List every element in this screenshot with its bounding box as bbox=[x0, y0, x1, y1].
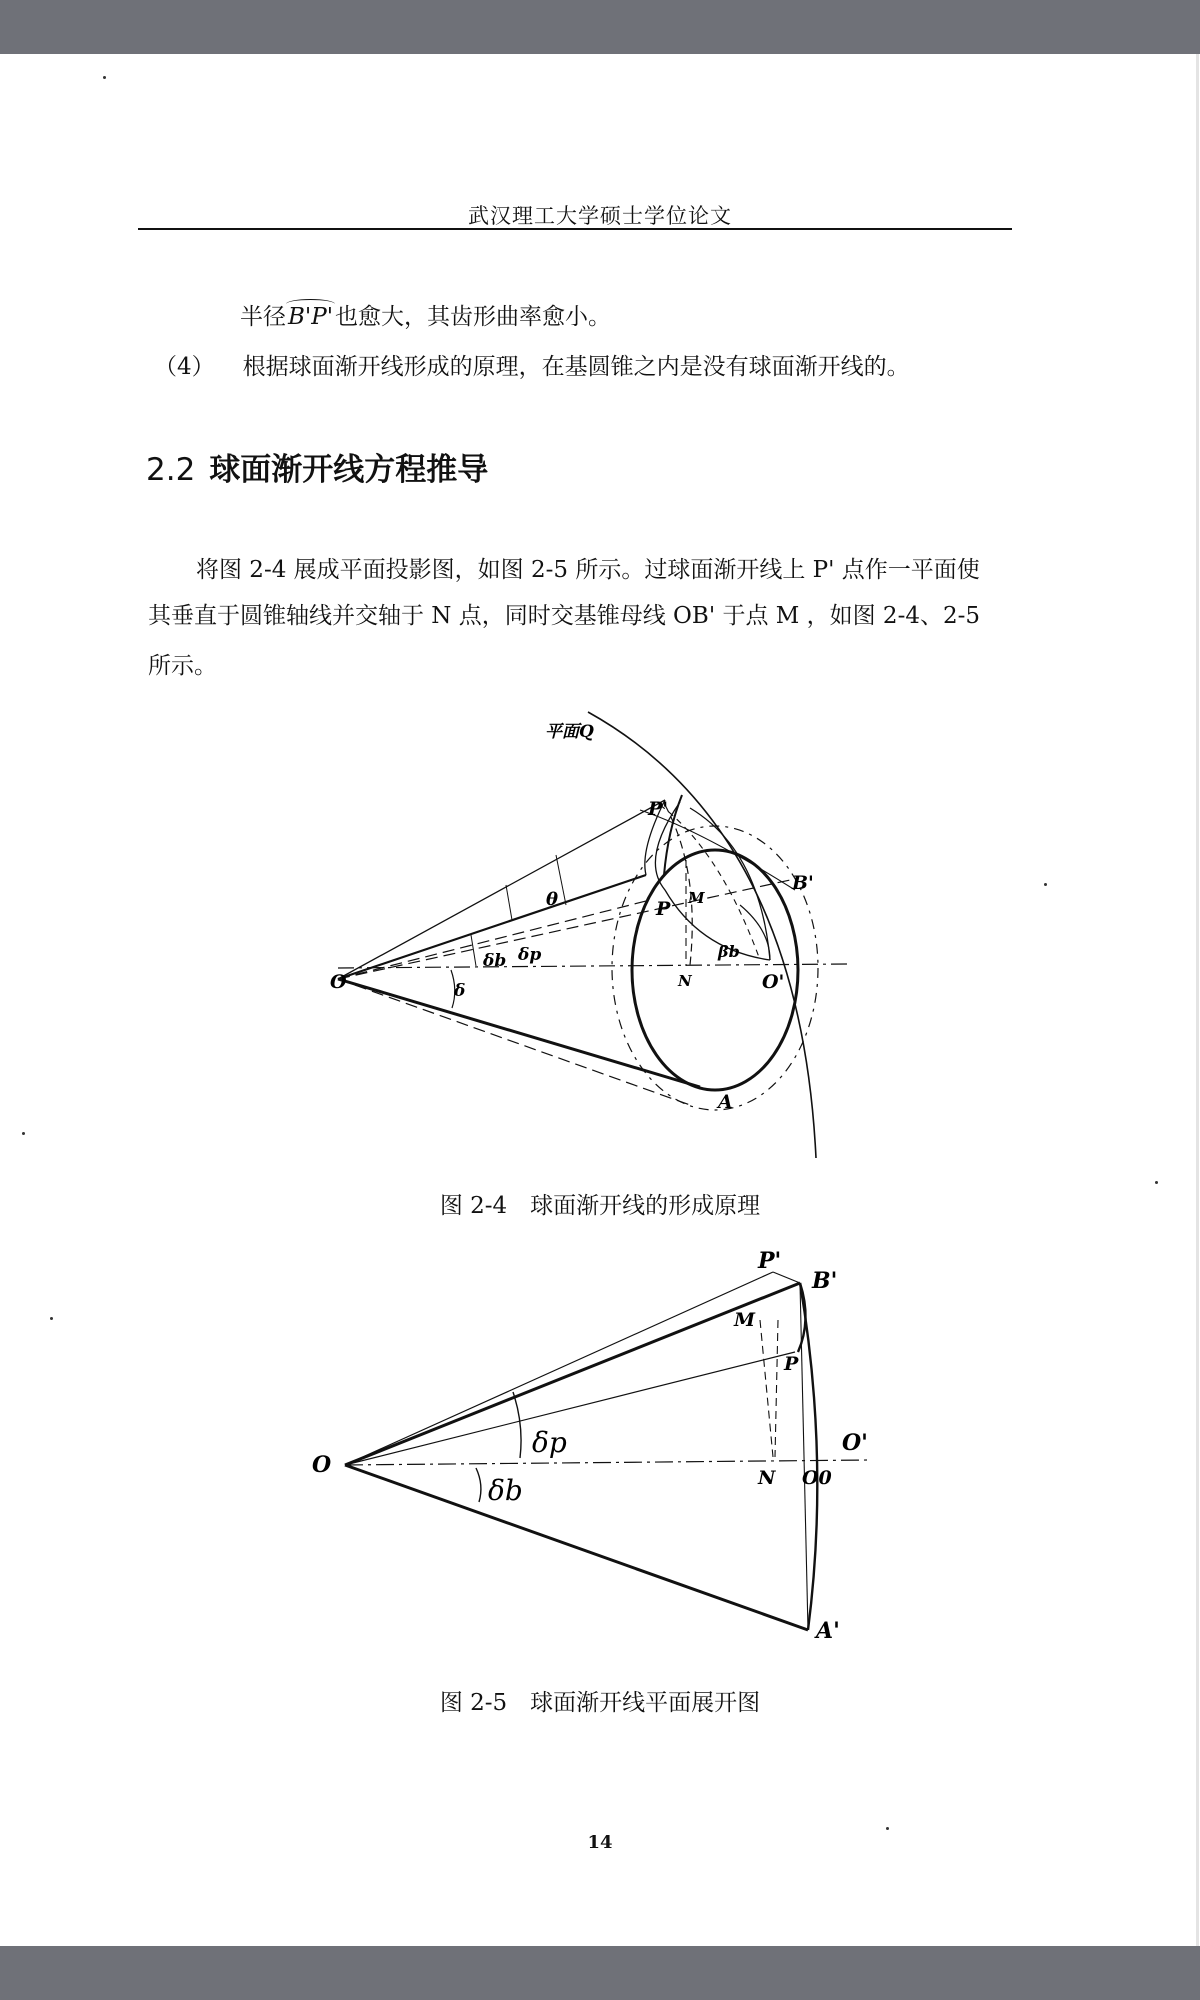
scan-speck bbox=[886, 1827, 889, 1830]
paragraph-line-3: 所示。 bbox=[148, 653, 217, 679]
section-title: 球面渐开线方程推导 bbox=[209, 452, 489, 488]
line-prefix: 半径 bbox=[240, 304, 286, 330]
label-n: N bbox=[678, 972, 692, 990]
label2-o: O bbox=[312, 1452, 332, 1478]
scan-speck bbox=[103, 76, 106, 79]
label-delta-p: δp bbox=[518, 945, 542, 965]
label2-delta-p: δp bbox=[532, 1426, 567, 1459]
paragraph-line-1: 将图 2-4 展成平面投影图，如图 2-5 所示。过球面渐开线上 P' 点作一平面使 bbox=[196, 557, 980, 583]
label-a: A bbox=[718, 1091, 733, 1113]
label-delta: δ bbox=[454, 981, 466, 1001]
paragraph-line-2: 其垂直于圆锥轴线并交轴于 N 点，同时交基锥母线 OB' 于点 M ，如图 2-4、2-5 bbox=[148, 603, 981, 629]
page-number: 14 bbox=[587, 1832, 613, 1853]
line-suffix: 也愈大，其齿形曲率愈小。 bbox=[335, 304, 612, 330]
list-item-number: （4） bbox=[154, 354, 215, 380]
section-number: 2.2 bbox=[146, 452, 196, 488]
scan-speck bbox=[50, 1317, 53, 1320]
running-header: 武汉理工大学硕士学位论文 bbox=[468, 204, 732, 228]
label-m: M bbox=[688, 889, 705, 907]
label2-p: P bbox=[784, 1353, 799, 1375]
label2-a-prime: A' bbox=[816, 1618, 840, 1644]
label-beta: βb bbox=[718, 942, 740, 961]
label2-m: M bbox=[734, 1309, 756, 1331]
label2-o0: O0 bbox=[802, 1467, 832, 1489]
label2-n: N bbox=[758, 1467, 776, 1489]
label-p-prime: P' bbox=[648, 798, 669, 820]
plane-label: 平面Q bbox=[545, 722, 594, 742]
arc-symbol-bp: B'P' bbox=[288, 304, 334, 330]
label-o: O bbox=[330, 971, 347, 993]
scan-speck bbox=[1044, 883, 1047, 886]
label-b-prime: B' bbox=[792, 872, 814, 894]
label2-o-prime: O' bbox=[842, 1430, 868, 1456]
scan-speck bbox=[1155, 1181, 1158, 1184]
figure-2-4-caption: 图 2-4 球面渐开线的形成原理 bbox=[439, 1193, 761, 1219]
label-delta-b: δb bbox=[483, 951, 507, 971]
label-theta: θ bbox=[546, 889, 559, 910]
scan-speck bbox=[22, 1132, 25, 1135]
label2-p-prime: P' bbox=[758, 1248, 782, 1274]
list-item-text: 根据球面渐开线形成的原理，在基圆锥之内是没有球面渐开线的。 bbox=[242, 354, 910, 380]
figure-2-5-caption: 图 2-5 球面渐开线平面展开图 bbox=[439, 1690, 761, 1716]
label-o-prime: O' bbox=[762, 971, 785, 993]
label-p: P bbox=[656, 898, 671, 920]
label2-delta-b: δb bbox=[488, 1474, 523, 1507]
label2-b-prime: B' bbox=[812, 1268, 838, 1294]
